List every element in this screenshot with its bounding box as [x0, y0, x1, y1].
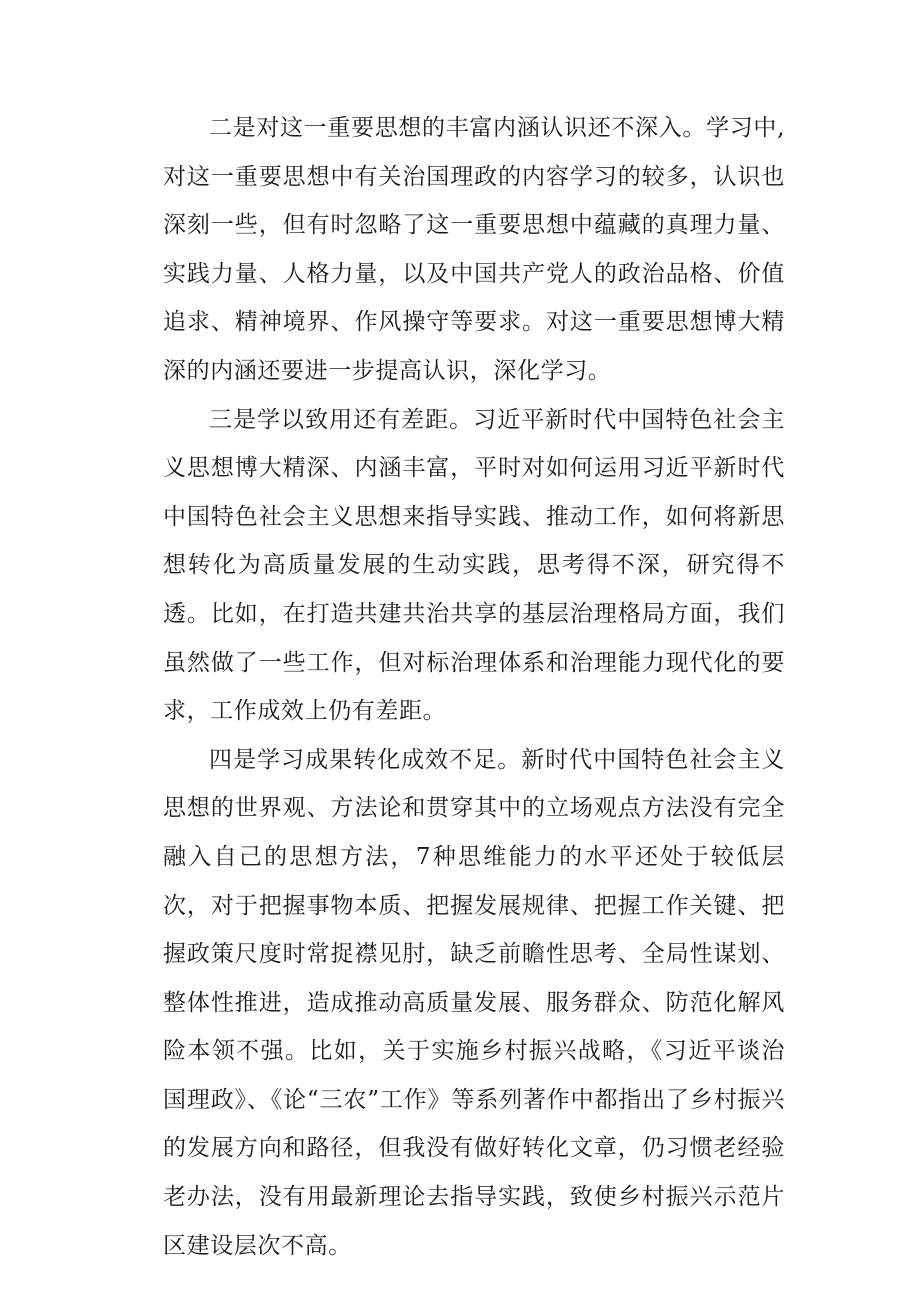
- paragraph-2: 二是对这一重要思想的丰富内涵认识还不深入。学习中,对这一重要思想中有关治国理政的内容学习的较多，认识也深刻一些，但有时忽略了这一重要思想中蕴藏的真理力量、实践力量、人格力量，以及中国共产党人的政治品格、价值追求、精神境界、作风操守等要求。对这一重要思想博大精深的内涵还要进一步提高认识，深化学习。: [163, 115, 785, 384]
- paragraph-3: 三是学以致用还有差距。习近平新时代中国特色社会主义思想博大精深、内涵丰富，平时对如何运用习近平新时代中国特色社会主义思想来指导实践、推动工作，如何将新思想转化为高质量发展的生动实践，思考得不深，研究得不透。比如，在打造共建共治共享的基层治理格局方面，我们虽然做了一些工作，但对标治理体系和治理能力现代化的要求，工作成效上仍有差距。: [163, 406, 785, 725]
- paragraph-4: 四是学习成果转化成效不足。新时代中国特色社会主义思想的世界观、方法论和贯穿其中的立场观点方法没有完全融入自己的思想方法，7种思维能力的水平还处于较低层次，对于把握事物本质、把握发展规律、把握工作关键、把握政策尺度时常捉襟见肘，缺乏前瞻性思考、全局性谋划、整体性推进，造成推动高质量发展、服务群众、防范化解风险本领不强。比如，关于实施乡村振兴战略，《习近平谈治国理政》、《论“三农”工作》等系列著作中都指出了乡村振兴的发展方向和路径，但我没有做好转化文章，仍习惯老经验老办法，没有用最新理论去指导实践，致使乡村振兴示范片区建设层次不高。: [163, 746, 785, 1259]
- document-body: [163, 104, 785, 1270]
